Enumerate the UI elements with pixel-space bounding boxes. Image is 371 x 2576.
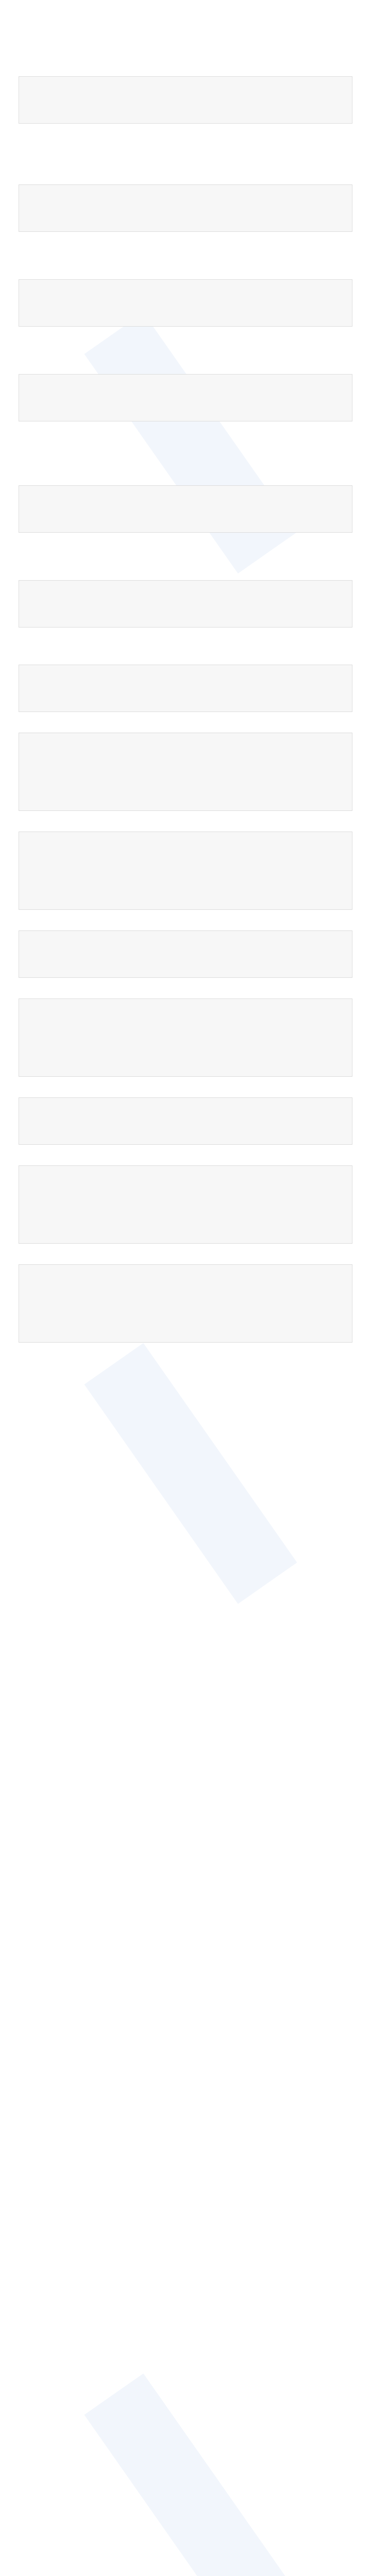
answer-line [19,1410,352,1419]
question [19,456,352,467]
figure [19,374,352,421]
question [19,551,352,562]
question [19,1150,352,1160]
answer-line [19,1509,352,1518]
answer-line [19,1583,352,1592]
answer-line [19,1570,352,1580]
section-heading [19,61,352,71]
figure [19,930,352,978]
answer-line [19,1521,352,1530]
question [19,717,352,727]
question [19,565,352,575]
answer-line [19,1484,352,1493]
question [19,1082,352,1092]
question [19,169,352,179]
question [19,250,352,261]
section-heading [19,429,352,439]
question [19,538,352,548]
answer-line [19,1620,352,1629]
question [19,816,352,826]
answer-line [19,1632,352,1641]
figure [19,1264,352,1343]
figure [19,998,352,1077]
question [19,332,352,342]
answer-line [19,1447,352,1456]
question [19,983,352,993]
paper-info [19,40,352,48]
figure [19,279,352,327]
answer-line [19,1595,352,1604]
answer-line [19,1558,352,1567]
exam-paper [19,21,352,1657]
question [19,359,352,369]
question [19,345,352,355]
answer-line [19,1397,352,1406]
question [19,1249,352,1259]
answer-line [19,1434,352,1444]
figure [19,76,352,124]
figure [19,485,352,533]
question [19,129,352,139]
question [19,237,352,247]
watermark [85,2374,297,2576]
answer-line [19,1471,352,1481]
question [19,649,352,659]
figure [19,832,352,910]
figure [19,665,352,712]
question [19,470,352,480]
answer-line [19,1546,352,1555]
answer-line [19,1422,352,1431]
answers-heading [19,1374,352,1387]
answer-line [19,1459,352,1468]
section-heading [19,635,352,645]
answer-line [19,1533,352,1543]
question [19,915,352,925]
question [19,156,352,166]
figure [19,1097,352,1145]
answer-line [19,1645,352,1654]
figure [19,580,352,628]
figure [19,184,352,232]
question [19,443,352,453]
question [19,142,352,152]
question [19,264,352,274]
answer-line [19,1607,352,1617]
paper-title [19,21,352,36]
answer-line [19,1496,352,1505]
figure [19,1165,352,1244]
figure [19,733,352,811]
